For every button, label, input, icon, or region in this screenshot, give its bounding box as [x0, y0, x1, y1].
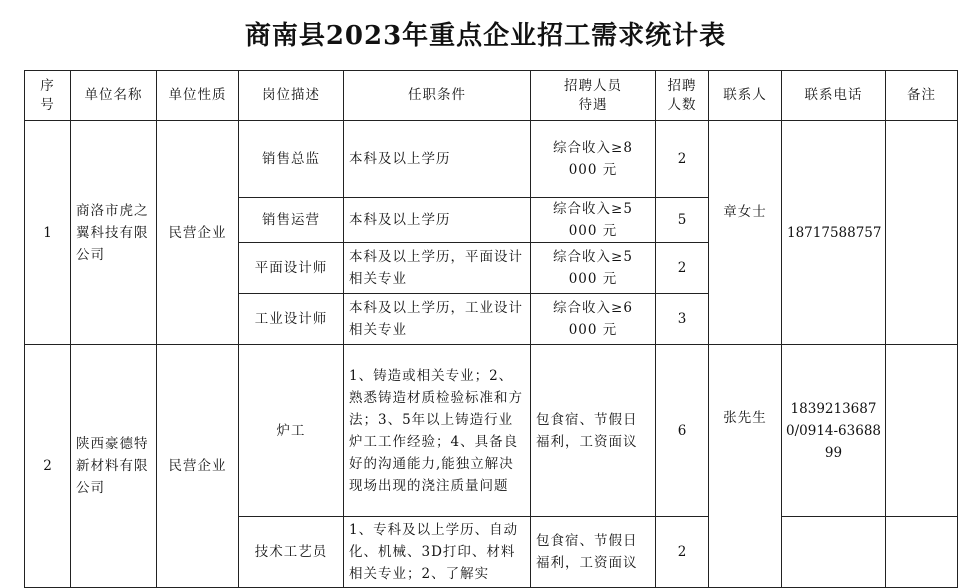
job-position: 工业设计师 — [239, 294, 344, 345]
job-count: 2 — [656, 121, 709, 198]
job-salary: 综合收入≥6000 元 — [531, 294, 656, 345]
table-row — [25, 345, 958, 517]
job-count: 2 — [656, 243, 709, 294]
job-requirements: 1、专科及以上学历、自动化、机械、3D打印、材料相关专业；2、了解实 — [344, 517, 531, 588]
header-count: 招聘人数 — [656, 71, 709, 121]
job-position: 平面设计师 — [239, 243, 344, 294]
empty-cell — [782, 517, 886, 588]
job-position: 销售总监 — [239, 121, 344, 198]
job-count: 6 — [656, 345, 709, 517]
header-position: 岗位描述 — [239, 71, 344, 121]
company-nature: 民营企业 — [157, 121, 239, 345]
job-position: 技术工艺员 — [239, 517, 344, 588]
job-position: 炉工 — [239, 345, 344, 517]
company-phone: 18717588757 — [782, 121, 886, 345]
job-salary: 包食宿、节假日福利，工资面议 — [531, 345, 656, 517]
company-contact: 张先生 — [709, 345, 782, 588]
job-requirements: 1、铸造或相关专业；2、熟悉铸造材质检验标准和方法；3、5年以上铸造行业炉工工作经验；4、具备良好的沟通能力,能独立解决现场出现的浇注质量问题 — [344, 345, 531, 517]
header-row — [25, 71, 958, 121]
job-salary: 综合收入≥5000 元 — [531, 198, 656, 243]
company-seq: 1 — [25, 121, 71, 345]
page-title: 商南县2023年重点企业招工需求统计表 — [244, 21, 727, 51]
header-note: 备注 — [886, 71, 958, 121]
job-requirements: 本科及以上学历 — [344, 198, 531, 243]
company-name: 陕西豪德特新材料有限公司 — [71, 345, 157, 588]
company-contact: 章女士 — [709, 121, 782, 345]
empty-cell — [886, 517, 958, 588]
company-phone: 18392136870/0914-6368899 — [782, 345, 886, 517]
company-name: 商洛市虎之翼科技有限公司 — [71, 121, 157, 345]
job-count: 3 — [656, 294, 709, 345]
header-contact: 联系人 — [709, 71, 782, 121]
job-salary: 综合收入≥8000 元 — [531, 121, 656, 198]
job-requirements: 本科及以上学历，工业设计相关专业 — [344, 294, 531, 345]
job-salary: 综合收入≥5000 元 — [531, 243, 656, 294]
job-position: 销售运营 — [239, 198, 344, 243]
table-row — [25, 121, 958, 198]
job-requirements: 本科及以上学历 — [344, 121, 531, 198]
header-salary: 招聘人员待遇 — [531, 71, 656, 121]
recruitment-table — [24, 70, 958, 588]
header-company: 单位名称 — [71, 71, 157, 121]
job-requirements: 本科及以上学历，平面设计相关专业 — [344, 243, 531, 294]
job-count: 5 — [656, 198, 709, 243]
header-nature: 单位性质 — [157, 71, 239, 121]
job-count: 2 — [656, 517, 709, 588]
company-nature: 民营企业 — [157, 345, 239, 588]
company-seq: 2 — [25, 345, 71, 588]
header-requirements: 任职条件 — [344, 71, 531, 121]
header-seq: 序号 — [25, 71, 71, 121]
company-note — [886, 345, 958, 517]
header-phone: 联系电话 — [782, 71, 886, 121]
company-note — [886, 121, 958, 345]
job-salary: 包食宿、节假日福利，工资面议 — [531, 517, 656, 588]
